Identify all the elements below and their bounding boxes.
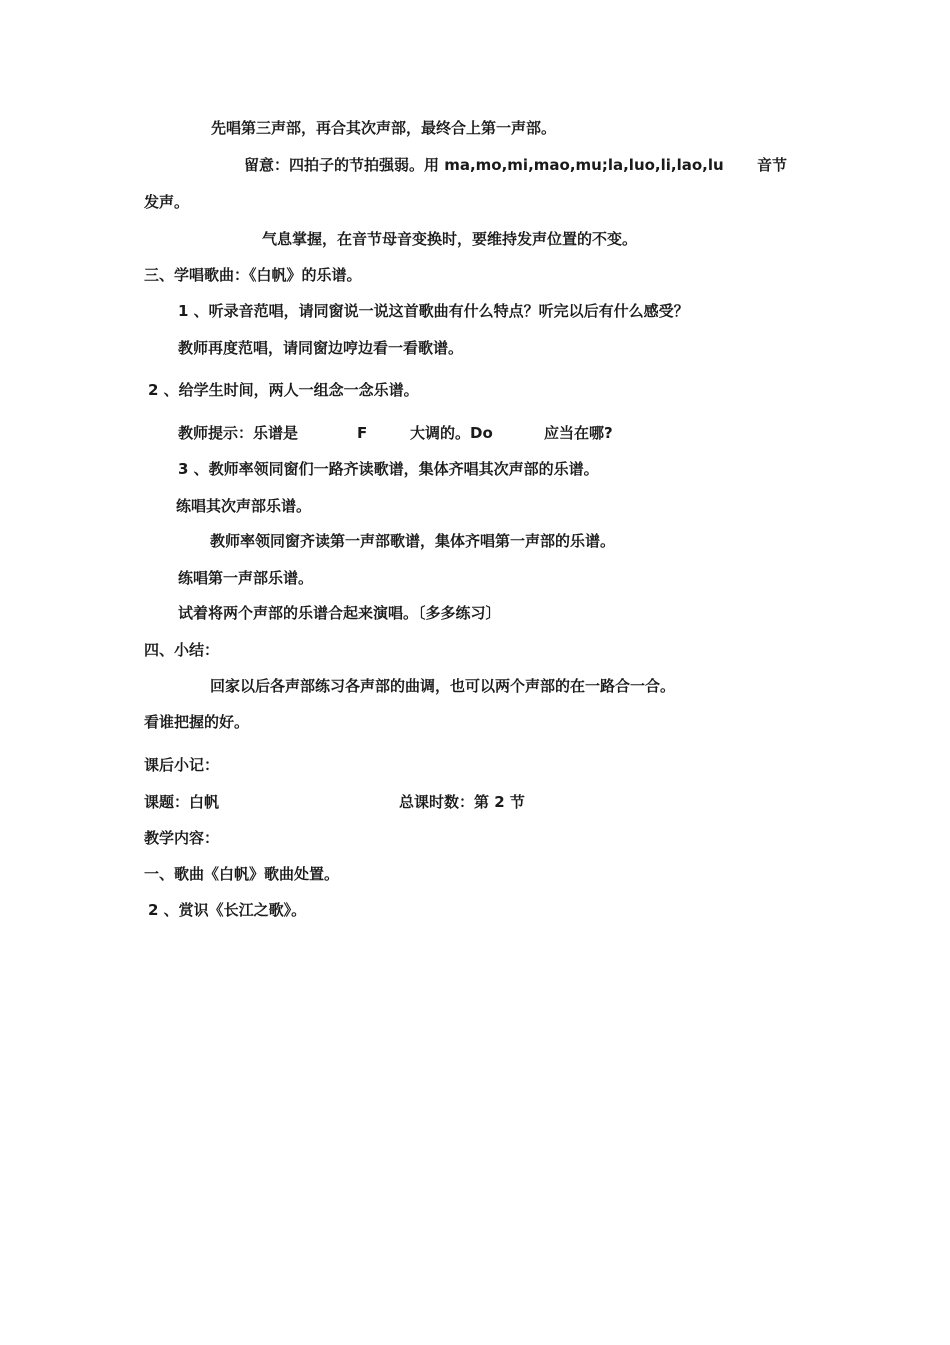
paragraph-line: 2 、赏识《长江之歌》。 [148,901,307,919]
paragraph-line: 教师再度范唱，请同窗边哼边看一看歌谱。 [178,339,464,357]
paragraph-line: 先唱第三声部，再合其次声部，最终合上第一声部。 [211,119,557,137]
paragraph-line: 1 、听录音范唱，请同窗说一说这首歌曲有什么特点？听完以后有什么感受？ [178,302,689,320]
section-heading: 一、歌曲《白帆》歌曲处置。 [144,865,340,883]
paragraph-line: 教师提示：乐谱是 [178,424,299,442]
paragraph-line: 气息掌握，在音节母音变换时，要维持发声位置的不变。 [262,230,638,248]
paragraph-line: 看谁把握的好。 [144,713,250,731]
paragraph-line: 2 、给学生时间，两人一组念一念乐谱。 [148,381,419,399]
paragraph-line: 音节 [757,156,788,174]
section-heading: 四、小结： [144,641,220,659]
paragraph-line: 练唱第一声部乐谱。 [178,569,314,587]
section-heading: 三、学唱歌曲：《白帆》的乐谱。 [144,266,362,284]
paragraph-line: 发声。 [144,193,190,211]
paragraph-line: 练唱其次声部乐谱。 [176,497,312,515]
paragraph-line: 总课时数：第 2 节 [399,793,525,811]
paragraph-line: 课后小记： [144,756,220,774]
paragraph-line: 留意：四拍子的节拍强弱。用 ma,mo,mi,mao,mu;la,luo,li,lao,lu [244,156,724,174]
paragraph-line: 回家以后各声部练习各声部的曲调，也可以两个声部的在一路合一合。 [210,677,676,695]
paragraph-line: 教学内容： [144,829,220,847]
paragraph-line: 试着将两个声部的乐谱合起来演唱。〔多多练习〕 [178,604,501,622]
paragraph-line: 3 、教师率领同窗们一路齐读歌谱，集体齐唱其次声部的乐谱。 [178,460,599,478]
paragraph-line: 大调的。Do [410,424,493,442]
paragraph-line: 应当在哪? [544,424,613,442]
paragraph-line: 课题：白帆 [144,793,220,811]
paragraph-line: 教师率领同窗齐读第一声部歌谱，集体齐唱第一声部的乐谱。 [210,532,616,550]
paragraph-line: F [357,424,368,442]
